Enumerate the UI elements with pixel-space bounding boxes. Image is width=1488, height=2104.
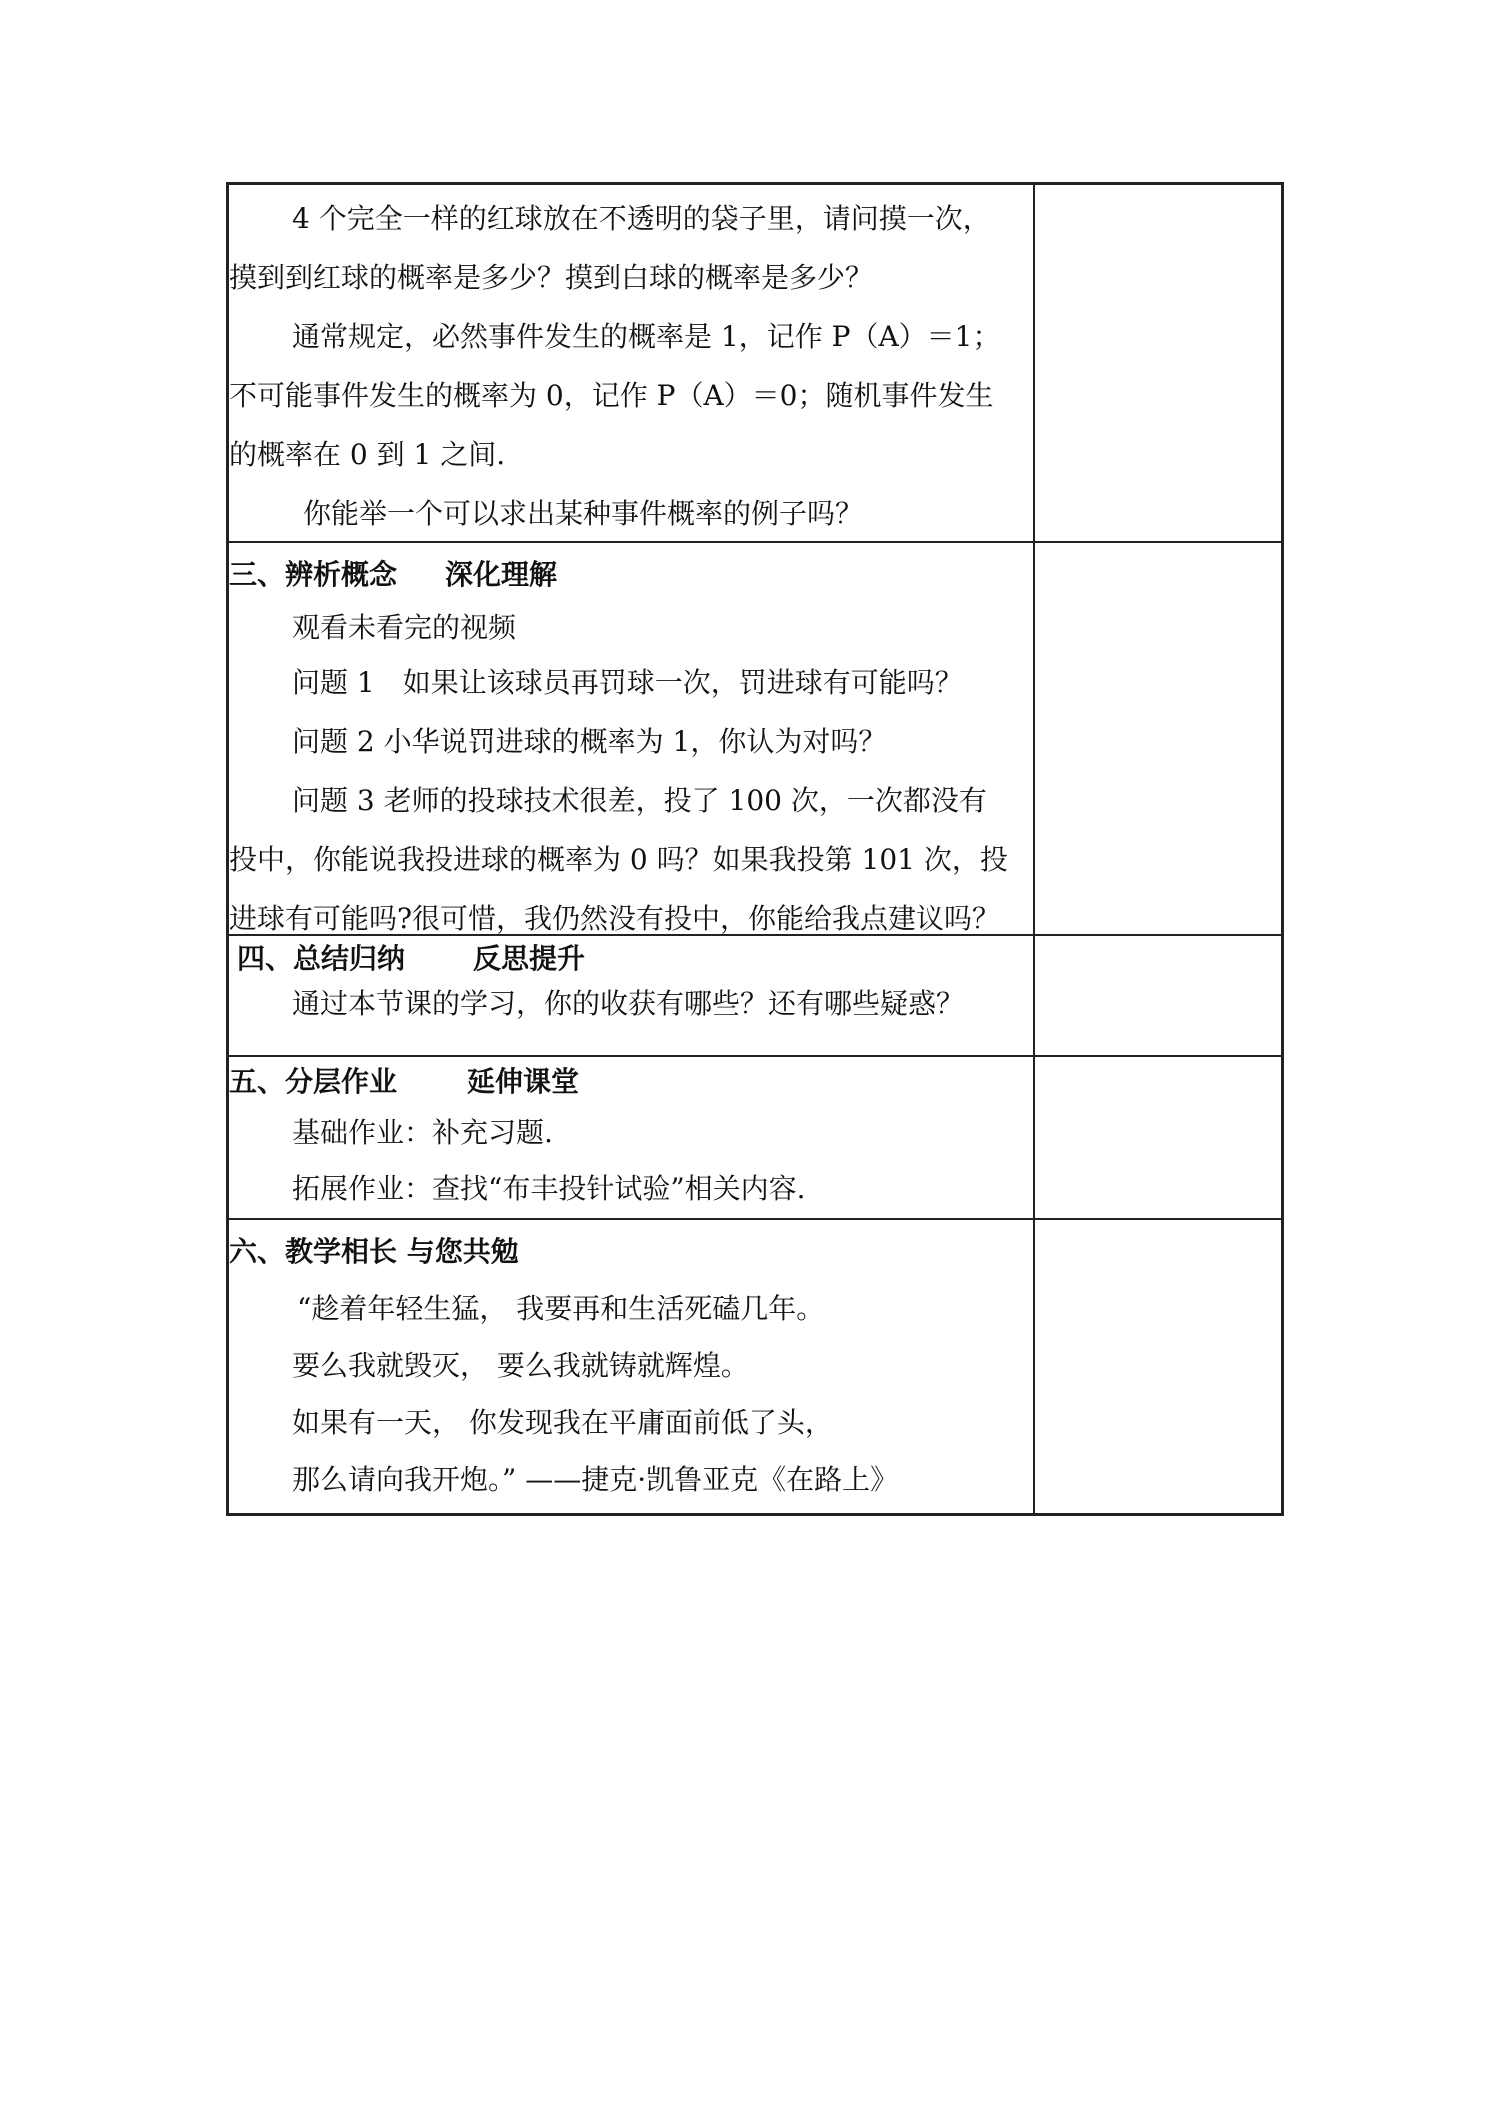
text-line: 4 个完全一样的红球放在不透明的袋子里，请问摸一次，: [292, 202, 991, 235]
section-heading-number: 五、分层作业: [229, 1065, 398, 1098]
section-heading-subtitle: 深化理解: [445, 558, 558, 591]
text-line: 进球有可能吗?很可惜，我仍然没有投中，你能给我点建议吗？: [229, 902, 1001, 935]
cell-side-empty: [1035, 1220, 1281, 1513]
text-line: 投中，你能说我投进球的概率为 0 吗？如果我投第 101 次，投: [229, 843, 1008, 876]
cell-section-3: [229, 543, 1035, 934]
text-line: 问题 1 如果让该球员再罚球一次，罚进球有可能吗？: [292, 666, 963, 699]
cell-section-5: [229, 1057, 1035, 1218]
row-section-3: [229, 541, 1281, 934]
quote-line: 如果有一天， 你发现我在平庸面前低了头，: [292, 1406, 833, 1439]
text-line: 的概率在 0 到 1 之间.: [229, 438, 506, 471]
text-line: 拓展作业：查找“布丰投针试验”相关内容.: [292, 1172, 806, 1205]
cell-side-empty: [1035, 543, 1281, 934]
cell-side-empty: [1035, 185, 1281, 541]
text-line: 摸到到红球的概率是多少？摸到白球的概率是多少？: [229, 261, 874, 294]
quote-line: “趁着年轻生猛， 我要再和生活死磕几年。: [297, 1292, 825, 1325]
cell-intro: [229, 185, 1035, 541]
text-line: 你能举一个可以求出某种事件概率的例子吗？: [303, 497, 864, 530]
section-heading-number: 三、辨析概念: [229, 558, 398, 591]
section-heading-subtitle: 延伸课堂: [467, 1065, 580, 1098]
quote-line: 那么请向我开炮。” ——捷克·凯鲁亚克《在路上》: [292, 1463, 899, 1496]
section-heading-number: 四、总结归纳: [237, 942, 406, 975]
section-heading-subtitle: 反思提升: [473, 942, 586, 975]
text-line: 问题 3 老师的投球技术很差，投了 100 次，一次都没有: [292, 784, 987, 817]
section-heading: [229, 936, 1033, 982]
cell-side-empty: [1035, 1057, 1281, 1218]
text-line: 基础作业：补充习题.: [292, 1116, 553, 1149]
cell-side-empty: [1035, 936, 1281, 1055]
section-heading: 六、教学相长 与您共勉: [229, 1235, 519, 1268]
section-heading: [229, 1059, 1033, 1105]
cell-section-6: [229, 1220, 1035, 1513]
text-line: 通常规定，必然事件发生的概率是 1，记作 P（A）＝1；: [292, 320, 1001, 353]
row-section-6: [229, 1218, 1281, 1513]
text-line: 不可能事件发生的概率为 0，记作 P（A）＝0；随机事件发生: [229, 379, 994, 412]
row-section-5: [229, 1055, 1281, 1218]
cell-section-4: [229, 936, 1035, 1055]
row-section-4: [229, 934, 1281, 1055]
text-line: 通过本节课的学习，你的收获有哪些？还有哪些疑惑？: [292, 987, 965, 1020]
lesson-table: [226, 182, 1284, 1516]
section-heading: [229, 547, 1033, 603]
text-line: 问题 2 小华说罚进球的概率为 1，你认为对吗？: [292, 725, 887, 758]
quote-line: 要么我就毁灭， 要么我就铸就辉煌。: [292, 1349, 749, 1382]
row-intro: [229, 185, 1281, 541]
text-line: 观看未看完的视频: [292, 611, 517, 644]
